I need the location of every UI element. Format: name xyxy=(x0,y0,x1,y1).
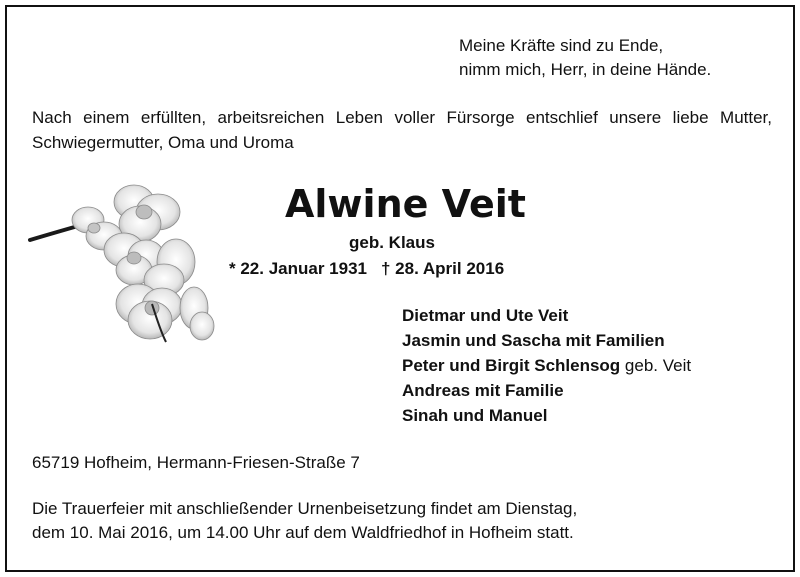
life-dates xyxy=(229,257,504,281)
mourner-row xyxy=(402,378,691,403)
funeral-notice xyxy=(32,497,577,545)
notice-line-2: dem 10. Mai 2016, um 14.00 Uhr auf dem Waldfriedhof in Hofheim statt. xyxy=(32,523,574,542)
birth-date: * 22. Januar 1931 xyxy=(229,259,367,278)
mourner-name: Andreas mit Familie xyxy=(402,381,564,400)
verse-line-1: Meine Kräfte sind zu Ende, xyxy=(459,36,664,55)
intro-text: Nach einem erfüllten, arbeitsreichen Leben voller Fürsorge entschlief unsere liebe Mutter, Schwiegermutter, Oma und Uroma xyxy=(32,108,772,152)
verse-line-2: nimm mich, Herr, in deine Hände. xyxy=(459,60,712,79)
maiden-name: geb. Klaus xyxy=(349,233,435,252)
mourner-name: Jasmin und Sascha mit Familien xyxy=(402,331,665,350)
family-address: 65719 Hofheim, Hermann-Friesen-Straße 7 xyxy=(32,453,360,472)
mourner-suffix: geb. Veit xyxy=(620,356,692,375)
mourner-row xyxy=(402,353,691,378)
notice-line-1: Die Trauerfeier mit anschließender Urnenbeisetzung findet am Dienstag, xyxy=(32,499,578,518)
death-date: † 28. April 2016 xyxy=(380,259,505,278)
deceased-name: Alwine Veit xyxy=(285,182,526,226)
mourner-row xyxy=(402,303,691,328)
mourners-list xyxy=(402,303,691,428)
mourner-name: Sinah und Manuel xyxy=(402,406,548,425)
mourner-name: Peter und Birgit Schlensog xyxy=(402,356,621,375)
mourner-row xyxy=(402,328,691,353)
orchid-image xyxy=(26,176,222,348)
mourner-row xyxy=(402,403,691,428)
mourner-name: Dietmar und Ute Veit xyxy=(402,306,569,325)
verse xyxy=(459,34,711,82)
